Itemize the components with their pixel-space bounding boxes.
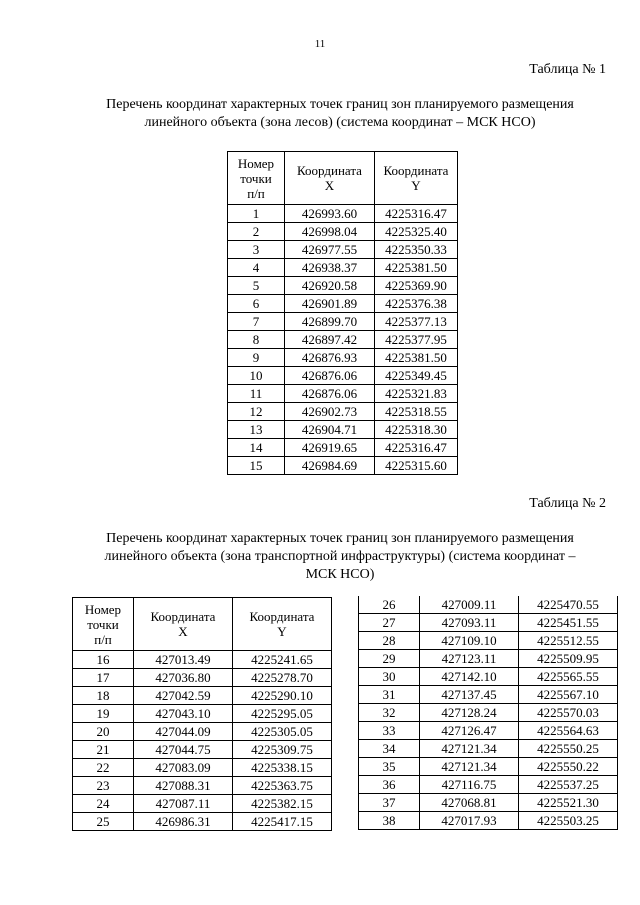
table-row [228,205,458,223]
header-text: Y [277,624,287,639]
header-point-number [73,598,134,651]
table-row [73,813,332,831]
table-row [228,403,458,421]
point-number-cell: 9 [228,349,285,367]
point-number-cell: 6 [228,295,285,313]
coord-x-cell: 427017.93 [420,812,519,830]
table-row [73,723,332,741]
point-number-cell: 34 [359,740,420,758]
coord-y-cell: 4225241.65 [233,651,332,669]
header-text: п/п [94,631,112,647]
table-row [359,722,618,740]
coord-y-cell: 4225550.25 [519,740,618,758]
point-number-cell: 1 [228,205,285,223]
table-row [359,812,618,830]
header-coord-x [285,152,375,205]
point-number-cell: 7 [228,313,285,331]
table-row [359,758,618,776]
coord-y-cell: 4225363.75 [233,777,332,795]
header-point-number [228,152,285,205]
point-number-cell: 30 [359,668,420,686]
coord-x-cell: 426876.06 [285,367,375,385]
table-row [73,777,332,795]
coord-x-cell: 426897.42 [285,331,375,349]
coord-y-cell: 4225537.25 [519,776,618,794]
point-number-cell: 16 [73,651,134,669]
coord-y-cell: 4225470.55 [519,596,618,614]
coord-x-cell: 427128.24 [420,704,519,722]
table-row [228,457,458,475]
coord-x-cell: 427009.11 [420,596,519,614]
table2-right [358,596,618,830]
table-row [73,669,332,687]
point-number-cell: 27 [359,614,420,632]
point-number-cell: 14 [228,439,285,457]
point-number-cell: 38 [359,812,420,830]
coord-y-cell: 4225305.05 [233,723,332,741]
point-number-cell: 21 [73,741,134,759]
coord-y-cell: 4225350.33 [375,241,458,259]
coord-y-cell: 4225377.13 [375,313,458,331]
table2-caption-line: линейного объекта (зона транспортной инфраструктуры) (система координат – [104,549,576,564]
table1-caption-line: Перечень координат характерных точек границ зон планируемого размещения [106,97,574,112]
table-row [228,295,458,313]
coord-y-cell: 4225381.50 [375,349,458,367]
point-number-cell: 10 [228,367,285,385]
coord-y-cell: 4225325.40 [375,223,458,241]
table1-caption [60,96,620,132]
coord-y-cell: 4225278.70 [233,669,332,687]
header-coord-y [233,598,332,651]
coord-x-cell: 427126.47 [420,722,519,740]
header-text: точки [240,170,272,186]
point-number-cell: 11 [228,385,285,403]
point-number-cell: 20 [73,723,134,741]
table-row [228,385,458,403]
coord-x-cell: 426984.69 [285,457,375,475]
coord-x-cell: 427036.80 [134,669,233,687]
point-number-cell: 5 [228,277,285,295]
coord-y-cell: 4225309.75 [233,741,332,759]
coord-y-cell: 4225369.90 [375,277,458,295]
header-text: Номер [237,155,275,171]
header-text: точки [87,616,119,632]
coord-y-cell: 4225381.50 [375,259,458,277]
coord-x-cell: 426899.70 [285,313,375,331]
table2-caption-line: МСК НСО) [305,567,375,582]
table-row [228,367,458,385]
point-number-cell: 22 [73,759,134,777]
point-number-cell: 23 [73,777,134,795]
table1-label: Таблица № 1 [529,62,606,77]
coord-y-cell: 4225318.30 [375,421,458,439]
coord-x-cell: 426993.60 [285,205,375,223]
coord-x-cell: 427044.09 [134,723,233,741]
table-row [228,349,458,367]
coord-x-cell: 426904.71 [285,421,375,439]
header-text: Координата [383,163,449,178]
table2-left [72,597,332,831]
point-number-cell: 32 [359,704,420,722]
point-number-cell: 33 [359,722,420,740]
coord-y-cell: 4225295.05 [233,705,332,723]
coord-y-cell: 4225503.25 [519,812,618,830]
coord-y-cell: 4225550.22 [519,758,618,776]
table2-label: Таблица № 2 [529,496,606,511]
coord-y-cell: 4225315.60 [375,457,458,475]
page-number: 11 [314,38,326,50]
point-number-cell: 18 [73,687,134,705]
header-text: п/п [247,185,265,201]
table-row [228,313,458,331]
coord-y-cell: 4225290.10 [233,687,332,705]
coord-y-cell: 4225338.15 [233,759,332,777]
header-text: Номер [84,601,122,617]
coord-x-cell: 427044.75 [134,741,233,759]
coord-y-cell: 4225349.45 [375,367,458,385]
point-number-cell: 25 [73,813,134,831]
point-number-cell: 36 [359,776,420,794]
point-number-cell: 28 [359,632,420,650]
coord-x-cell: 427142.10 [420,668,519,686]
coord-x-cell: 426986.31 [134,813,233,831]
header-text: Y [411,178,421,193]
coord-y-cell: 4225321.83 [375,385,458,403]
point-number-cell: 31 [359,686,420,704]
table-row [228,421,458,439]
table-row [73,741,332,759]
coord-x-cell: 427083.09 [134,759,233,777]
coord-y-cell: 4225521.30 [519,794,618,812]
coord-y-cell: 4225376.38 [375,295,458,313]
coord-y-cell: 4225377.95 [375,331,458,349]
header-coord-y [375,152,458,205]
coord-y-cell: 4225512.55 [519,632,618,650]
table-row [359,686,618,704]
coord-y-cell: 4225564.63 [519,722,618,740]
header-text: Координата [297,163,362,178]
header-text: Координата [249,609,315,624]
table-row [228,259,458,277]
coord-y-cell: 4225451.55 [519,614,618,632]
coord-x-cell: 426920.58 [285,277,375,295]
coord-x-cell: 427043.10 [134,705,233,723]
point-number-cell: 13 [228,421,285,439]
coord-y-cell: 4225567.10 [519,686,618,704]
point-number-cell: 26 [359,596,420,614]
coord-x-cell: 426977.55 [285,241,375,259]
coord-x-cell: 427116.75 [420,776,519,794]
header-text: X [178,624,188,639]
coord-x-cell: 426938.37 [285,259,375,277]
table-row [73,795,332,813]
table1 [227,151,458,475]
point-number-cell: 35 [359,758,420,776]
coord-x-cell: 427088.31 [134,777,233,795]
coord-y-cell: 4225316.47 [375,205,458,223]
table-row [359,614,618,632]
table2-caption-line: Перечень координат характерных точек границ зон планируемого размещения [106,531,574,546]
table-row [228,223,458,241]
table-row [73,651,332,669]
table-row [359,650,618,668]
coord-y-cell: 4225318.55 [375,403,458,421]
coord-x-cell: 427123.11 [420,650,519,668]
coord-y-cell: 4225565.55 [519,668,618,686]
table-row [359,632,618,650]
coord-x-cell: 426876.06 [285,385,375,403]
table-row [73,687,332,705]
coord-y-cell: 4225417.15 [233,813,332,831]
coord-x-cell: 427093.11 [420,614,519,632]
table-row [359,776,618,794]
coord-x-cell: 426901.89 [285,295,375,313]
coord-x-cell: 426902.73 [285,403,375,421]
coord-x-cell: 427109.10 [420,632,519,650]
point-number-cell: 29 [359,650,420,668]
point-number-cell: 17 [73,669,134,687]
table-row [228,241,458,259]
coord-x-cell: 427121.34 [420,740,519,758]
table1-caption-line: линейного объекта (зона лесов) (система координат – МСК НСО) [144,115,536,130]
coord-y-cell: 4225509.95 [519,650,618,668]
coord-x-cell: 426919.65 [285,439,375,457]
header-coord-x [134,598,233,651]
table-row [73,759,332,777]
coord-x-cell: 427068.81 [420,794,519,812]
coord-x-cell: 427137.45 [420,686,519,704]
table-row [359,704,618,722]
coord-y-cell: 4225570.03 [519,704,618,722]
point-number-cell: 4 [228,259,285,277]
coord-y-cell: 4225382.15 [233,795,332,813]
header-text: Координата [150,609,216,624]
point-number-cell: 3 [228,241,285,259]
coord-x-cell: 427042.59 [134,687,233,705]
table2-caption [60,530,620,584]
table-row [228,277,458,295]
table-row [228,331,458,349]
table-row [359,740,618,758]
point-number-cell: 37 [359,794,420,812]
point-number-cell: 15 [228,457,285,475]
table-row [228,439,458,457]
coord-x-cell: 426998.04 [285,223,375,241]
table-row [73,705,332,723]
table-row [359,668,618,686]
table-row [359,596,618,614]
header-text: X [324,178,335,193]
coord-x-cell: 427087.11 [134,795,233,813]
coord-y-cell: 4225316.47 [375,439,458,457]
point-number-cell: 8 [228,331,285,349]
point-number-cell: 24 [73,795,134,813]
coord-x-cell: 427013.49 [134,651,233,669]
point-number-cell: 19 [73,705,134,723]
point-number-cell: 12 [228,403,285,421]
point-number-cell: 2 [228,223,285,241]
coord-x-cell: 427121.34 [420,758,519,776]
coord-x-cell: 426876.93 [285,349,375,367]
table-row [359,794,618,812]
